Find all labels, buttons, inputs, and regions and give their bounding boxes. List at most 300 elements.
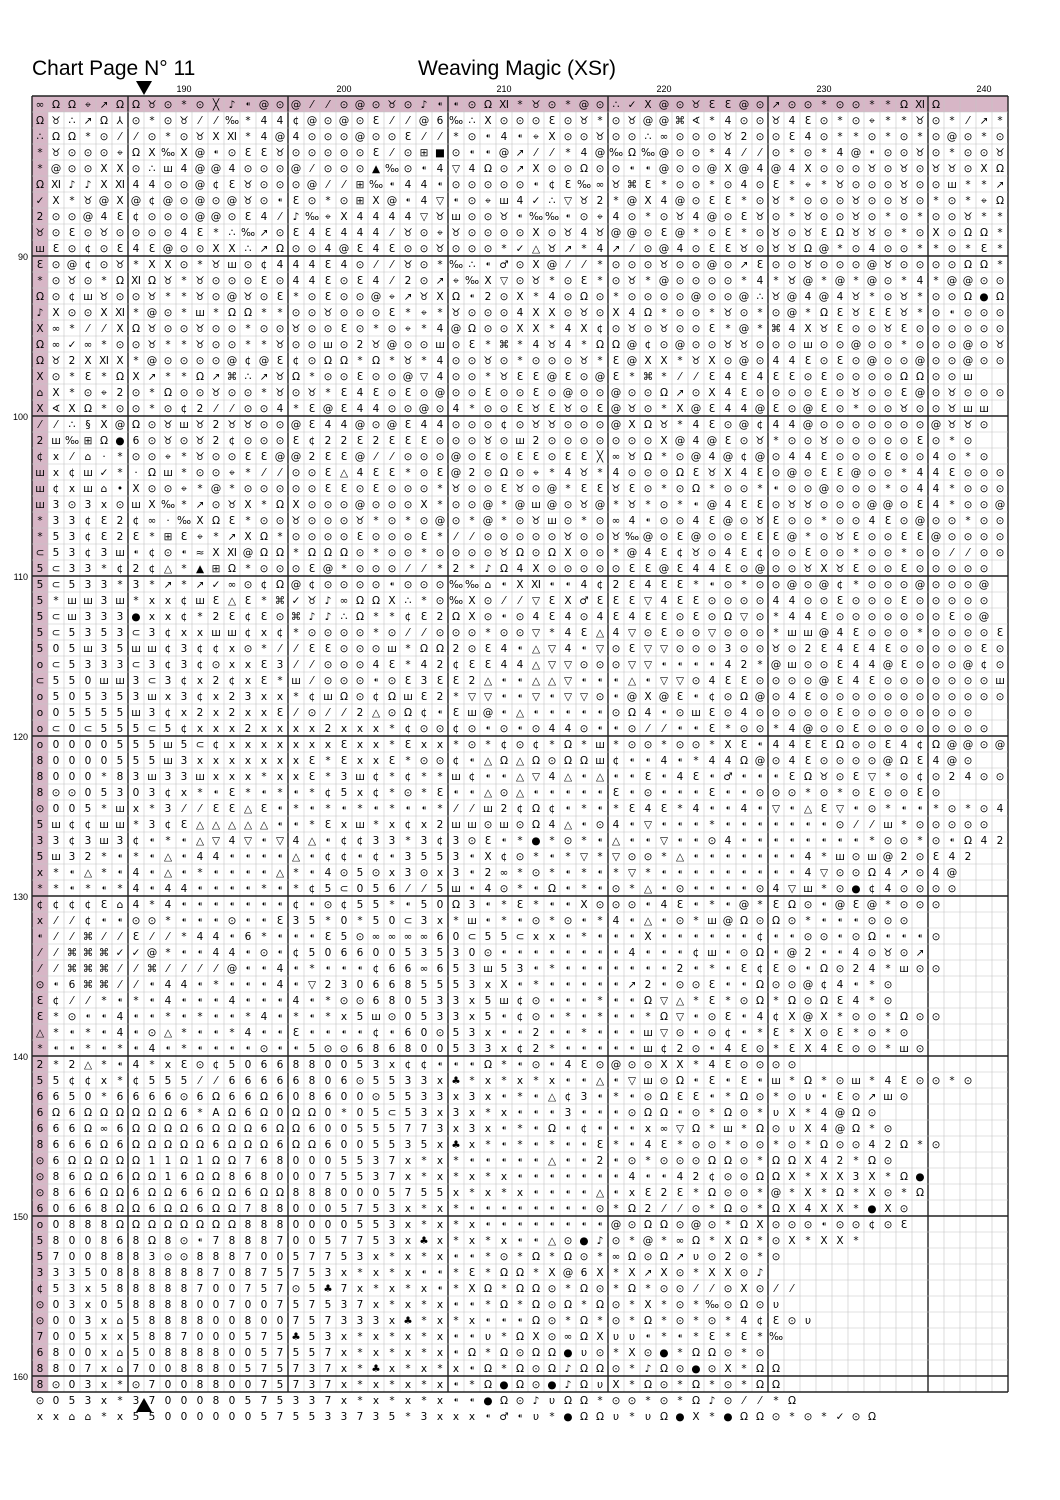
stitch-symbol: 4: [421, 179, 428, 191]
stitch-symbol: Ɛ: [821, 387, 827, 399]
stitch-symbol: ⊙: [276, 483, 285, 495]
stitch-symbol: ⁌: [389, 1027, 394, 1039]
stitch-symbol: 8: [149, 1331, 156, 1343]
stitch-symbol: Ω: [148, 1107, 156, 1119]
stitch-symbol: ¢: [757, 547, 764, 559]
stitch-symbol: ⊙: [772, 499, 781, 511]
stitch-symbol: 4: [181, 883, 188, 895]
stitch-symbol: ⊙: [724, 1283, 733, 1295]
stitch-symbol: 4: [725, 835, 732, 847]
stitch-symbol: Ⅹ: [132, 371, 139, 383]
stitch-symbol: 4: [437, 163, 444, 175]
stitch-symbol: ⁌: [501, 707, 506, 719]
stitch-symbol: @: [659, 563, 670, 575]
stitch-symbol: 3: [453, 835, 460, 847]
stitch-symbol: ш: [451, 883, 461, 895]
stitch-symbol: ш: [35, 467, 45, 479]
stitch-symbol: Ⅹ: [724, 1267, 731, 1279]
stitch-symbol: 7: [229, 1299, 236, 1311]
stitch-symbol: Ɛ: [101, 899, 107, 911]
stitch-symbol: Ⅹ: [52, 195, 59, 207]
stitch-symbol: ⁌: [789, 835, 794, 847]
stitch-symbol: 2: [485, 867, 492, 879]
stitch-symbol: *: [757, 1187, 762, 1199]
stitch-symbol: ⊙: [852, 99, 861, 111]
stitch-symbol: 4: [517, 307, 524, 319]
stitch-symbol: @: [739, 419, 750, 431]
stitch-symbol: ⊙: [692, 675, 701, 687]
stitch-symbol: ♉: [163, 419, 172, 431]
stitch-symbol: @: [883, 851, 894, 863]
stitch-symbol: Ω: [228, 1139, 236, 1151]
stitch-symbol: ⁌: [517, 211, 522, 223]
stitch-symbol: ⊙: [980, 675, 989, 687]
stitch-symbol: 4: [293, 835, 300, 847]
stitch-symbol: Ⅹ: [212, 131, 219, 143]
stitch-symbol: x: [405, 1331, 411, 1343]
stitch-symbol: ⊙: [676, 147, 685, 159]
stitch-symbol: ⊙: [932, 147, 941, 159]
stitch-symbol: 0: [405, 1011, 412, 1023]
stitch-symbol: 1: [197, 1155, 204, 1167]
stitch-symbol: *: [789, 195, 794, 207]
stitch-symbol: ⊙: [900, 1203, 909, 1215]
stitch-symbol: ⁌: [645, 899, 650, 911]
stitch-symbol: 7: [149, 1395, 156, 1407]
stitch-symbol: 5: [133, 755, 140, 767]
stitch-symbol: Ɛ: [677, 579, 683, 591]
stitch-symbol: ⊙: [788, 547, 797, 559]
stitch-symbol: Ω: [132, 1139, 140, 1151]
stitch-symbol: ⊙: [436, 595, 445, 607]
stitch-symbol: *: [629, 371, 634, 383]
stitch-symbol: 6: [245, 1091, 252, 1103]
stitch-symbol: ⁌: [485, 1219, 490, 1231]
stitch-symbol: ш: [291, 675, 301, 687]
stitch-symbol: *: [133, 259, 138, 271]
stitch-symbol: @: [691, 451, 702, 463]
stitch-symbol: ⊙: [756, 595, 765, 607]
stitch-symbol: 2: [645, 1203, 652, 1215]
stitch-symbol: 8: [229, 1171, 236, 1183]
stitch-symbol: ⊙: [548, 387, 557, 399]
stitch-symbol: x: [485, 1123, 491, 1135]
stitch-symbol: ♉: [291, 323, 300, 335]
stitch-symbol: ⁌: [757, 867, 762, 879]
stitch-symbol: 0: [229, 1315, 236, 1327]
stitch-symbol: ⊙: [516, 851, 525, 863]
stitch-symbol: @: [963, 275, 974, 287]
stitch-symbol: ¢: [373, 963, 380, 975]
stitch-symbol: 0: [405, 995, 412, 1007]
stitch-symbol: ⊙: [676, 1267, 685, 1279]
stitch-symbol: @: [931, 531, 942, 543]
stitch-symbol: υ: [629, 1331, 635, 1343]
stitch-symbol: ⊙: [68, 147, 77, 159]
stitch-symbol: ⊙: [468, 387, 477, 399]
stitch-symbol: ⊙: [612, 1299, 621, 1311]
stitch-symbol: @: [947, 867, 958, 879]
stitch-symbol: ⁌: [485, 771, 490, 783]
stitch-symbol: ⊙: [52, 371, 61, 383]
stitch-symbol: ⊙: [164, 211, 173, 223]
stitch-symbol: ●: [579, 1235, 588, 1247]
stitch-symbol: 0: [53, 1203, 60, 1215]
stitch-symbol: Ɛ: [853, 723, 859, 735]
stitch-symbol: 0: [69, 691, 76, 703]
stitch-symbol: *: [309, 371, 314, 383]
stitch-symbol: *: [613, 1267, 618, 1279]
stitch-symbol: ∞: [52, 339, 61, 351]
stitch-symbol: 7: [245, 1251, 252, 1263]
stitch-symbol: ⁌: [469, 755, 474, 767]
stitch-symbol: Ɛ: [693, 771, 699, 783]
stitch-symbol: ⁌: [725, 787, 730, 799]
stitch-symbol: *: [677, 803, 682, 815]
stitch-symbol: ⁄: [85, 995, 91, 1007]
stitch-symbol: Ɛ: [661, 579, 667, 591]
stitch-symbol: 0: [341, 1219, 348, 1231]
stitch-symbol: ⊙: [868, 531, 877, 543]
stitch-symbol: ¢: [917, 739, 924, 751]
stitch-symbol: ⁌: [613, 1155, 618, 1167]
stitch-symbol: x: [165, 595, 171, 607]
stitch-symbol: 4: [165, 995, 172, 1007]
stitch-symbol: ⁌: [661, 883, 666, 895]
stitch-symbol: @: [499, 147, 510, 159]
stitch-symbol: ⊙: [612, 707, 621, 719]
stitch-symbol: ⊙: [324, 899, 333, 911]
stitch-symbol: ⁌: [693, 659, 698, 671]
stitch-symbol: ⊙: [772, 691, 781, 703]
stitch-symbol: ♉: [787, 275, 796, 287]
stitch-symbol: ⊙: [388, 547, 397, 559]
stitch-symbol: ⊙: [916, 1043, 925, 1055]
stitch-symbol: ⊙: [916, 883, 925, 895]
stitch-symbol: ⊙: [340, 339, 349, 351]
stitch-symbol: Ɛ: [581, 1059, 587, 1071]
stitch-symbol: Ɛ: [661, 547, 667, 559]
stitch-symbol: 3: [421, 835, 428, 847]
stitch-symbol: @: [211, 211, 222, 223]
stitch-symbol: ✓: [68, 339, 77, 351]
stitch-symbol: 8: [53, 1171, 60, 1183]
stitch-symbol: 3: [373, 1171, 380, 1183]
stitch-symbol: 6: [85, 1139, 92, 1151]
stitch-symbol: *: [261, 931, 266, 943]
stitch-symbol: *: [869, 835, 874, 847]
stitch-symbol: *: [741, 1363, 746, 1375]
stitch-symbol: ⁄: [277, 467, 283, 479]
stitch-symbol: ↗: [628, 979, 637, 991]
stitch-symbol: Ɛ: [677, 595, 683, 607]
stitch-symbol: ⊙: [644, 1347, 653, 1359]
stitch-symbol: ⊙: [676, 99, 685, 111]
stitch-symbol: ●: [915, 1171, 924, 1183]
stitch-symbol: Ω: [484, 1059, 492, 1071]
stitch-symbol: @: [451, 467, 462, 479]
stitch-symbol: ♉: [499, 211, 508, 223]
stitch-symbol: @: [707, 211, 718, 223]
stitch-symbol: ⊙: [628, 739, 637, 751]
stitch-symbol: ⊙: [676, 323, 685, 335]
stitch-symbol: ♉: [323, 307, 332, 319]
stitch-symbol: ⊙: [868, 739, 877, 751]
stitch-symbol: Ɛ: [949, 467, 955, 479]
stitch-symbol: ш: [163, 163, 173, 175]
stitch-symbol: 8: [197, 1347, 204, 1359]
stitch-symbol: ⊙: [692, 275, 701, 287]
stitch-symbol: Ω: [596, 339, 604, 351]
stitch-symbol: ⁌: [581, 1075, 586, 1087]
stitch-symbol: @: [723, 515, 734, 527]
stitch-symbol: *: [101, 1091, 106, 1103]
stitch-symbol: ¢: [549, 803, 556, 815]
stitch-symbol: ⁌: [581, 1043, 586, 1055]
stitch-symbol: Ω: [228, 563, 236, 575]
stitch-symbol: ⊙: [228, 147, 237, 159]
stitch-symbol: Ɛ: [581, 627, 587, 639]
stitch-symbol: *: [501, 899, 506, 911]
stitch-symbol: 0: [85, 755, 92, 767]
stitch-symbol: 6: [229, 1091, 236, 1103]
stitch-symbol: *: [901, 547, 906, 559]
stitch-symbol: *: [885, 1043, 890, 1055]
stitch-symbol: o: [37, 739, 43, 751]
stitch-symbol: ⊙: [484, 403, 493, 415]
stitch-symbol: x: [405, 1267, 411, 1279]
stitch-symbol: ⁌: [101, 1027, 106, 1039]
stitch-symbol: ⁌: [101, 883, 106, 895]
stitch-symbol: ⊙: [772, 1123, 781, 1135]
stitch-symbol: △: [628, 675, 637, 687]
stitch-symbol: ♉: [563, 531, 572, 543]
stitch-symbol: Ɛ: [645, 179, 651, 191]
stitch-symbol: ‰: [449, 595, 463, 607]
stitch-symbol: ⊙: [756, 643, 765, 655]
stitch-symbol: ⁌: [773, 819, 778, 831]
stitch-symbol: ⊙: [212, 451, 221, 463]
stitch-symbol: ⊙: [836, 611, 845, 623]
stitch-symbol: ⌖: [805, 179, 811, 191]
stitch-symbol: *: [581, 1299, 586, 1311]
stitch-symbol: ⊙: [452, 243, 461, 255]
stitch-symbol: 5: [101, 723, 108, 735]
stitch-symbol: 4: [133, 883, 140, 895]
stitch-symbol: ⁄: [213, 403, 219, 415]
stitch-symbol: Ɛ: [437, 787, 443, 799]
stitch-symbol: *: [613, 739, 618, 751]
stitch-symbol: Ω: [52, 131, 60, 143]
stitch-symbol: ⁌: [213, 915, 218, 927]
stitch-symbol: 3: [341, 979, 348, 991]
stitch-symbol: *: [261, 883, 266, 895]
stitch-symbol: ⊙: [68, 211, 77, 223]
stitch-symbol: 8: [293, 1187, 300, 1199]
stitch-symbol: △: [164, 867, 173, 879]
stitch-symbol: 5: [293, 1299, 300, 1311]
stitch-symbol: 5: [53, 675, 60, 687]
stitch-symbol: 0: [197, 1331, 204, 1343]
stitch-symbol: 8: [213, 1347, 220, 1359]
stitch-symbol: 3: [69, 531, 76, 543]
stitch-symbol: ⊙: [980, 419, 989, 431]
stitch-symbol: ⊙: [900, 883, 909, 895]
stitch-symbol: ¢: [613, 755, 620, 767]
stitch-symbol: @: [563, 1267, 574, 1279]
stitch-symbol: 5: [357, 1123, 364, 1135]
stitch-symbol: ⊙: [820, 339, 829, 351]
stitch-symbol: 5: [437, 1187, 444, 1199]
stitch-symbol: 3: [469, 979, 476, 991]
stitch-symbol: Ω: [132, 1155, 140, 1167]
stitch-symbol: Ω: [116, 1155, 124, 1167]
stitch-symbol: ⊙: [788, 483, 797, 495]
stitch-symbol: Ɛ: [789, 371, 795, 383]
stitch-symbol: Ⅹ: [228, 243, 235, 255]
stitch-symbol: Ω: [180, 1203, 188, 1215]
stitch-symbol: ⊙: [884, 339, 893, 351]
stitch-symbol: ⊙: [884, 1123, 893, 1135]
stitch-symbol: ⊙: [948, 627, 957, 639]
stitch-symbol: 4: [725, 403, 732, 415]
stitch-symbol: x: [213, 691, 219, 703]
stitch-symbol: ⁌: [181, 947, 186, 959]
stitch-symbol: △: [532, 675, 541, 687]
stitch-symbol: ⊙: [900, 499, 909, 511]
stitch-symbol: Ω: [644, 1315, 652, 1327]
stitch-symbol: ⊙: [836, 1139, 845, 1151]
stitch-symbol: ⁌: [853, 915, 858, 927]
stitch-symbol: 3: [469, 963, 476, 975]
stitch-symbol: ⊙: [868, 691, 877, 703]
stitch-symbol: ⊙: [964, 643, 973, 655]
stitch-symbol: *: [437, 483, 442, 495]
stitch-symbol: ♪: [757, 1267, 764, 1279]
stitch-symbol: 5: [309, 1315, 316, 1327]
stitch-symbol: 8: [309, 1091, 316, 1103]
stitch-symbol: Ɛ: [709, 995, 715, 1007]
stitch-symbol: ⊙: [820, 547, 829, 559]
stitch-symbol: ⁄: [117, 931, 123, 943]
stitch-symbol: Ɛ: [325, 931, 331, 943]
stitch-symbol: ⁌: [725, 979, 730, 991]
stitch-symbol: 6: [53, 1091, 60, 1103]
stitch-symbol: ⊙: [948, 723, 957, 735]
stitch-symbol: ⊙: [932, 579, 941, 591]
stitch-symbol: ♉: [547, 243, 556, 255]
stitch-symbol: ⊙: [356, 931, 365, 943]
stitch-symbol: Ɛ: [629, 595, 635, 607]
stitch-symbol: ⊙: [196, 387, 205, 399]
stitch-symbol: Ω: [500, 1395, 508, 1407]
stitch-symbol: ⁌: [629, 163, 634, 175]
stitch-symbol: ⊙: [292, 307, 301, 319]
stitch-symbol: x: [485, 1091, 491, 1103]
stitch-symbol: 5: [405, 1107, 412, 1119]
stitch-symbol: ⊙: [52, 787, 61, 799]
stitch-symbol: 0: [277, 1107, 284, 1119]
stitch-symbol: ⊙: [900, 611, 909, 623]
stitch-symbol: ⁌: [501, 611, 506, 623]
stitch-symbol: 7: [357, 1235, 364, 1247]
stitch-symbol: @: [659, 147, 670, 159]
stitch-symbol: ⁌: [613, 771, 618, 783]
stitch-symbol: ⊙: [932, 595, 941, 607]
stitch-symbol: x: [341, 1267, 347, 1279]
stitch-symbol: 3: [357, 1315, 364, 1327]
stitch-symbol: ⊙: [948, 291, 957, 303]
stitch-symbol: ⁌: [597, 707, 602, 719]
stitch-symbol: 0: [389, 915, 396, 927]
stitch-symbol: Ω: [100, 1171, 108, 1183]
stitch-symbol: 5: [485, 995, 492, 1007]
stitch-symbol: *: [85, 1027, 90, 1039]
stitch-symbol: Ⅹ: [36, 323, 43, 335]
stitch-symbol: Ɛ: [613, 787, 619, 799]
stitch-symbol: Ω: [900, 755, 908, 767]
stitch-symbol: 0: [277, 1315, 284, 1327]
stitch-symbol: 4: [725, 659, 732, 671]
stitch-symbol: 4: [165, 899, 172, 911]
stitch-symbol: ⁌: [133, 547, 138, 559]
stitch-symbol: 0: [213, 1299, 220, 1311]
stitch-symbol: ⊙: [884, 179, 893, 191]
stitch-symbol: ⊙: [244, 643, 253, 655]
stitch-symbol: Ω: [836, 227, 844, 239]
stitch-symbol: υ: [773, 1299, 779, 1311]
stitch-symbol: 4: [933, 755, 940, 767]
stitch-symbol: Ω: [212, 1091, 220, 1103]
stitch-symbol: ¢: [181, 403, 188, 415]
stitch-symbol: ⊙: [500, 307, 509, 319]
stitch-symbol: ♉: [195, 339, 204, 351]
stitch-symbol: ⊙: [532, 531, 541, 543]
stitch-symbol: ♉: [627, 115, 636, 127]
stitch-symbol: △: [292, 851, 301, 863]
stitch-symbol: *: [565, 851, 570, 863]
stitch-symbol: ♉: [819, 435, 828, 447]
stitch-symbol: 4: [693, 803, 700, 815]
stitch-symbol: ш: [979, 403, 989, 415]
stitch-symbol: @: [291, 419, 302, 431]
stitch-symbol: ш: [643, 1043, 653, 1055]
stitch-symbol: ⊙: [676, 451, 685, 463]
stitch-symbol: ⊙: [404, 499, 413, 511]
stitch-symbol: ⁌: [725, 947, 730, 959]
stitch-symbol: Ⅹ: [116, 163, 123, 175]
stitch-symbol: Ɛ: [645, 611, 651, 623]
stitch-symbol: ⊂: [148, 723, 157, 735]
stitch-symbol: ⊙: [276, 227, 285, 239]
stitch-symbol: Ω: [564, 1395, 572, 1407]
stitch-symbol: Ɛ: [837, 1091, 843, 1103]
stitch-symbol: @: [547, 259, 558, 271]
stitch-symbol: ⁌: [597, 787, 602, 799]
stitch-symbol: ♉: [899, 179, 908, 191]
stitch-symbol: 4: [773, 355, 780, 367]
stitch-symbol: Ɛ: [357, 371, 363, 383]
stitch-symbol: 4: [805, 611, 812, 623]
stitch-symbol: ⊙: [852, 163, 861, 175]
stitch-symbol: 6: [437, 963, 444, 975]
stitch-symbol: 0: [53, 1299, 60, 1311]
stitch-symbol: ⊙: [868, 451, 877, 463]
stitch-symbol: 2: [69, 1059, 76, 1071]
stitch-symbol: *: [709, 1203, 714, 1215]
stitch-symbol: ⊙: [612, 323, 621, 335]
stitch-symbol: ⁌: [565, 963, 570, 975]
